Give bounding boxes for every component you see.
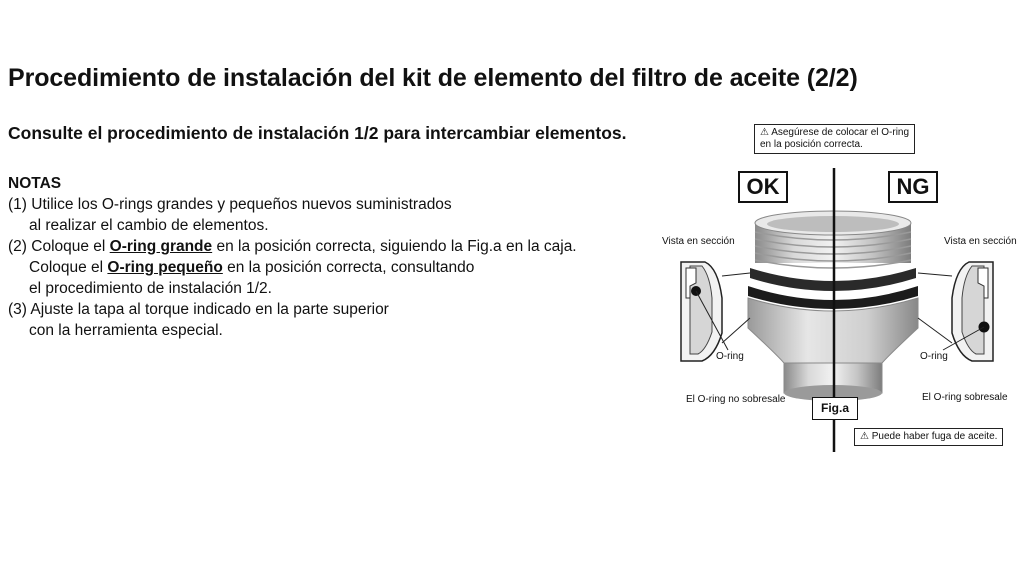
ng-label: NG bbox=[888, 171, 938, 203]
note-2-post: en la posición correcta, siguiendo la Fig.a en la caja. bbox=[212, 238, 577, 255]
section-view-right-label: Vista en sección bbox=[944, 236, 1017, 247]
note-3-line-1: (3) Ajuste la tapa al torque indicado en la parte superior bbox=[8, 301, 389, 318]
note-1-line-1: (1) Utilice los O-rings grandes y pequeños nuevos suministrados bbox=[8, 196, 452, 213]
oring-left-label: O-ring bbox=[716, 351, 744, 362]
note-1-line-2: al realizar el cambio de elementos. bbox=[29, 217, 269, 234]
warning-top-line-2: en la posición correcta. bbox=[760, 139, 863, 150]
oring-figure bbox=[650, 118, 1024, 463]
page-subtitle: Consulte el procedimiento de instalación 1/2 para intercambiar elementos. bbox=[8, 123, 627, 143]
note-2b-line-2: el procedimiento de instalación 1/2. bbox=[29, 280, 272, 297]
note-2-pre: (2) Coloque el bbox=[8, 238, 110, 255]
ok-caption: El O-ring no sobresale bbox=[686, 394, 786, 405]
ng-caption: El O-ring sobresale bbox=[922, 392, 1008, 403]
oring-right-label: O-ring bbox=[920, 351, 948, 362]
note-2b-pre: Coloque el bbox=[29, 259, 108, 276]
fig-a-label: Fig.a bbox=[812, 397, 858, 420]
note-2b-post: en la posición correcta, consultando bbox=[222, 259, 475, 276]
note-2b bbox=[8, 257, 577, 278]
warning-top-line-1: Asegúrese de colocar el O-ring bbox=[771, 127, 910, 138]
note-2b-emph: O-ring pequeño bbox=[107, 259, 223, 276]
notes-heading: NOTAS bbox=[8, 175, 62, 192]
note-2 bbox=[8, 236, 577, 257]
left-section-view bbox=[681, 262, 750, 361]
section-view-left-label: Vista en sección bbox=[662, 236, 735, 247]
note-2-emph: O-ring grande bbox=[109, 238, 213, 255]
page-title: Procedimiento de instalación del kit de elemento del filtro de aceite (2/2) bbox=[8, 64, 858, 92]
right-section-view bbox=[918, 262, 993, 361]
warning-icon-bottom: ⚠ bbox=[860, 431, 869, 442]
warning-bottom-text: Puede haber fuga de aceite. bbox=[871, 431, 998, 442]
notes-section bbox=[8, 173, 577, 341]
ok-label: OK bbox=[738, 171, 788, 203]
warning-top-box bbox=[754, 124, 915, 154]
warning-bottom-box bbox=[854, 428, 1003, 446]
warning-icon: ⚠ bbox=[760, 127, 769, 138]
note-3-line-2: con la herramienta especial. bbox=[29, 322, 223, 339]
